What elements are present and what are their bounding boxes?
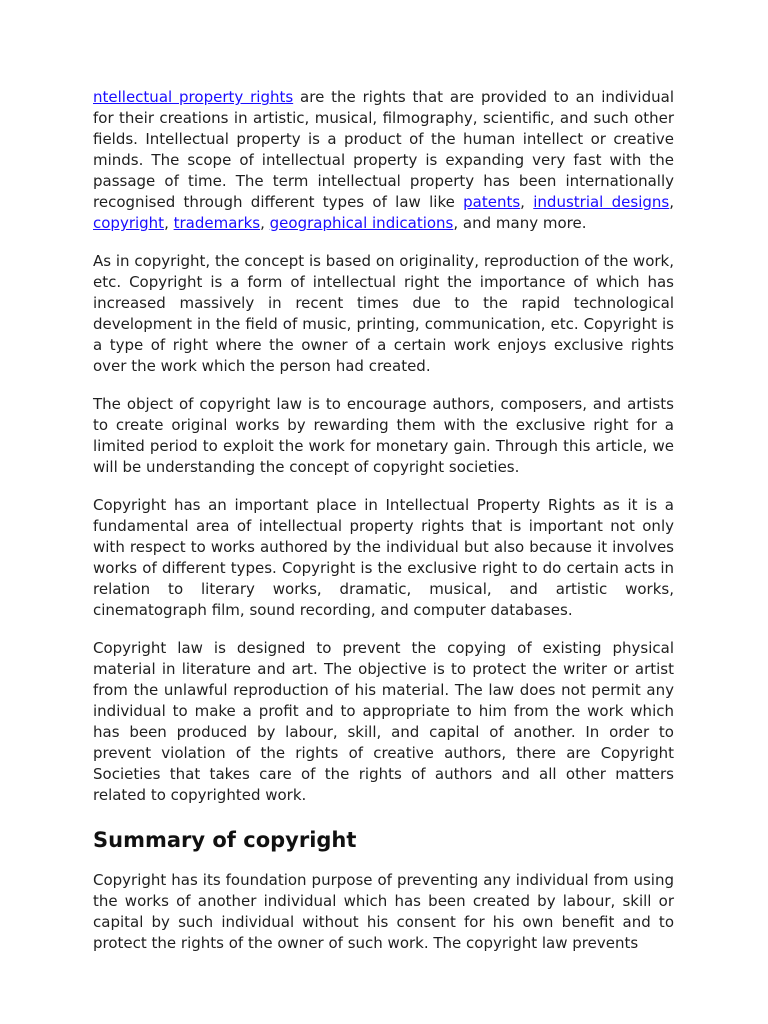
paragraph-intro [93, 87, 674, 234]
document-page [93, 87, 674, 971]
link-trademarks[interactable]: trademarks [173, 214, 261, 232]
link-patents[interactable]: patents [463, 193, 521, 211]
paragraph-intro-end: , and many more. [453, 214, 587, 232]
paragraph-copyright-law-purpose: Copyright law is designed to prevent the copying of existing physical material in literature and art. The objective is to protect the writer or artist from the unlawful reproduction of his material. The law does not permit any individual to make a profit and to appropriate to him from the work which has been produced by labour, skill, and capital of another. In order to prevent violation of the rights of creative authors, there are Copyright Societies that takes care of the rights of authors and all other matters related to copyrighted work. [93, 639, 674, 804]
paragraph-originality: As in copyright, the concept is based on originality, reproduction of the work, etc. Copyright is a form of intellectual right the importance of which has increased massively in recent times due to the rapid technological development in the field of music, printing, communication, etc. Copyright is a type of right where the owner of a certain work enjoys exclusive rights over the work which the person had created. [93, 252, 674, 375]
link-industrial-designs[interactable]: industrial designs [533, 193, 670, 211]
separator: , [164, 214, 174, 232]
link-geographical-indications[interactable]: geographical indications [269, 214, 454, 232]
link-copyright[interactable]: copyright [93, 214, 165, 232]
link-intellectual-property-rights[interactable]: ntellectual property rights [93, 88, 294, 106]
paragraph-intro-text: are the rights that are provided to an individual for their creations in artistic, musical, filmography, scientific, and such other fields. Intellectual property is a product of the human intellect or creative minds. The scope of intellectual property is expanding very fast with the passage of time. The term intellectual property has been internationally recognised through different types of law like [93, 88, 674, 211]
paragraph-copyright-importance: Copyright has an important place in Intellectual Property Rights as it is a fundamental area of intellectual property rights that is important not only with respect to works authored by the individual but also because it involves works of different types. Copyright is the exclusive right to do certain acts in relation to literary works, dramatic, musical, and artistic works, cinematograph film, sound recording, and computer databases. [93, 496, 674, 619]
section-heading: Summary of copyright [93, 828, 357, 852]
separator: , [260, 214, 270, 232]
separator: , [520, 193, 534, 211]
paragraph-object-of-copyright: The object of copyright law is to encourage authors, composers, and artists to create original works by rewarding them with the exclusive right for a limited period to exploit the work for monetary gain. Through this article, we will be understanding the concept of copyright societies. [93, 395, 674, 476]
separator: , [669, 193, 675, 211]
paragraph-summary: Copyright has its foundation purpose of preventing any individual from using the works of another individual which has been created by labour, skill or capital by such individual without his consent for his own benefit and to protect the rights of the owner of such work. The copyright law prevents [93, 871, 674, 952]
